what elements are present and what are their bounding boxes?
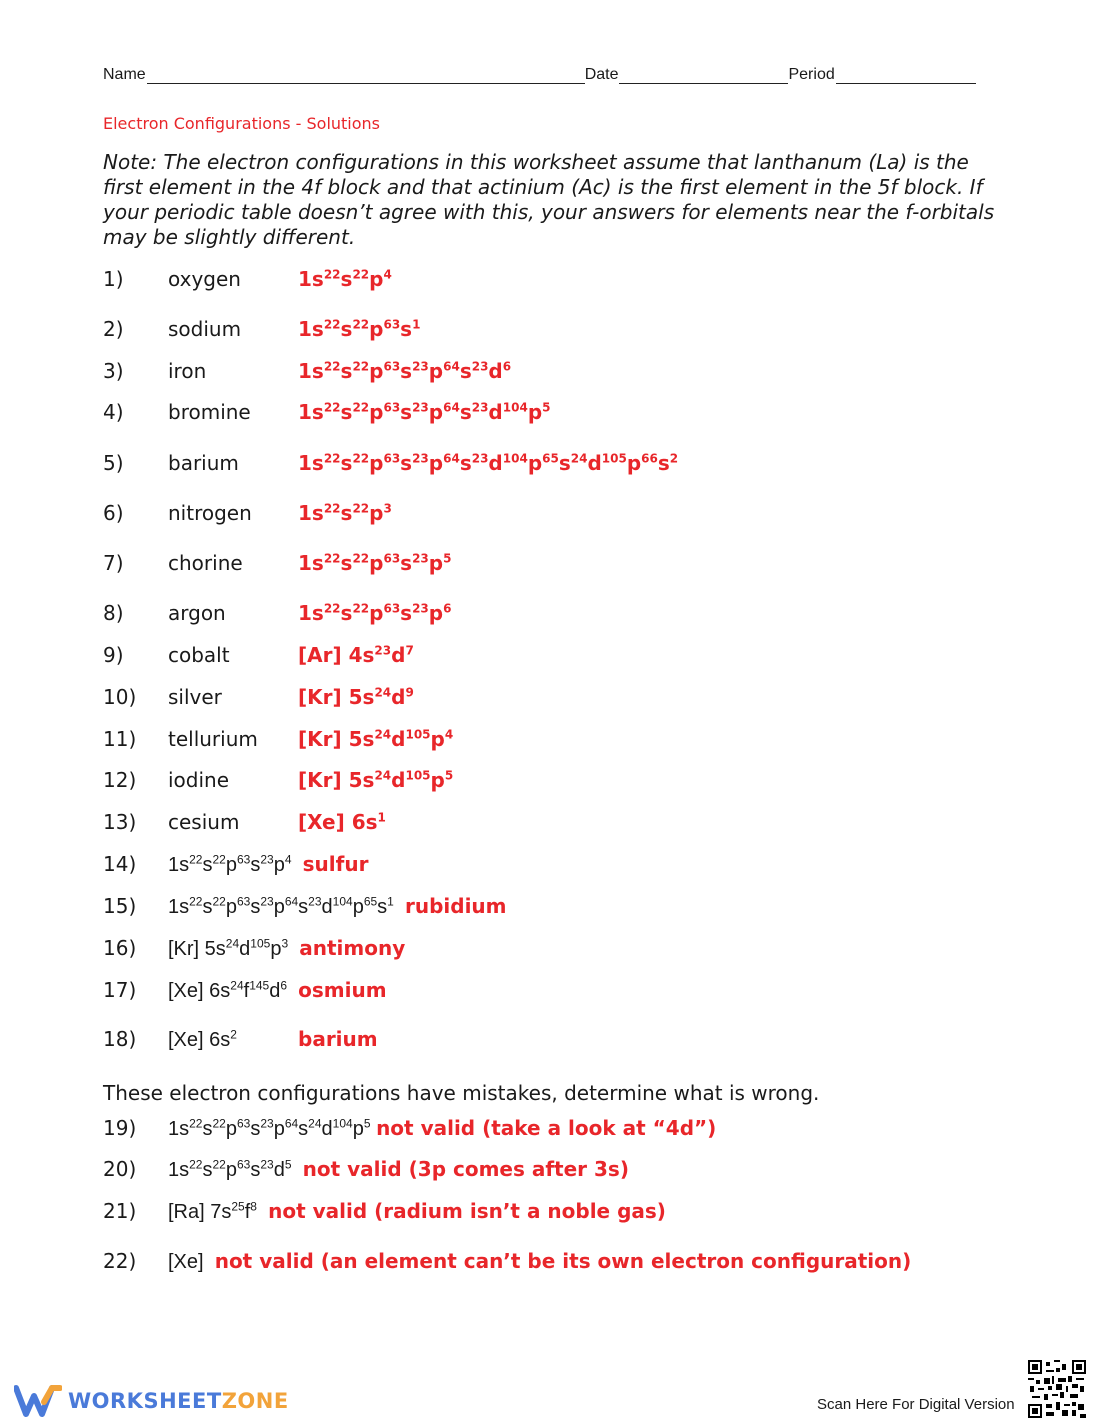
logo-text: WORKSHEETZONE [68,1389,289,1413]
mistakes-heading: These electron configurations have mistakes, determine what is wrong. [103,1081,820,1105]
item-number: 20) [103,1157,137,1181]
answer-explanation: not valid (3p comes after 3s) [302,1157,629,1181]
element-name: tellurium [168,727,258,751]
answer-config: $1s^{22}s^{22}p^{63}s^{23}p^{64}s^{23}d^{104}p^{65}s^{24}d^{105}p^{66}s^2$ [298,451,679,475]
item-number: 10) [103,685,137,709]
answer-explanation: not valid (an element can’t be its own electron configuration) [214,1249,912,1273]
answer-config: [Xe] $6s^1$ [298,810,386,834]
element-name: iron [168,359,207,383]
item-number: 5) [103,451,124,475]
item-number: 4) [103,400,124,424]
answer-element: sulfur [302,852,369,876]
item-number: 2) [103,317,124,341]
item-number: 21) [103,1199,137,1223]
element-name: oxygen [168,267,241,291]
note-paragraph: Note: The electron configurations in this worksheet assume that lanthanum (La) is the first element in the 4f block and that actinium (Ac) is the first element in the 5f block. If your periodic table doesn’t agree with this, your answers for elements near the f-orbitals may be slightly different. [103,150,995,249]
element-name: argon [168,601,226,625]
answer-config: $1s^{22}s^{22}p^3$ [298,501,392,525]
item-number: 16) [103,936,137,960]
answer-element: barium [298,1027,378,1051]
header-fields [103,66,993,84]
given-config: [Xe] $6s^{24}f^{145}d^6$ [168,978,288,1002]
answer-config: $1s^{22}s^{22}p^4$ [298,267,392,291]
element-name: nitrogen [168,501,252,525]
element-name: silver [168,685,222,709]
given-config: $1s^{22}s^{22}p^{63}s^{23}d^5$ [168,1157,292,1181]
answer-config: $1s^{22}s^{22}p^{63}s^{23}p^6$ [298,601,452,625]
answer-element: rubidium [404,894,507,918]
period-label: Period [788,66,835,83]
item-number: 7) [103,551,124,575]
element-name: barium [168,451,239,475]
element-name: iodine [168,768,230,792]
item-number: 1) [103,267,124,291]
item-number: 22) [103,1249,137,1273]
answer-explanation: not valid (radium isn’t a noble gas) [268,1199,666,1223]
element-name: cobalt [168,643,230,667]
answer-config: $1s^{22}s^{22}p^{63}s^1$ [298,317,421,341]
answer-element: osmium [298,978,387,1002]
item-number: 17) [103,978,137,1002]
page-title: Electron Configurations - Solutions [103,114,381,133]
answer-element: antimony [299,936,406,960]
element-name: cesium [168,810,240,834]
item-number: 19) [103,1116,137,1140]
given-config: [Xe] [168,1251,204,1273]
answer-config: [Kr] $5s^{24}d^{105}p^5$ [298,768,454,792]
item-number: 3) [103,359,124,383]
given-config: $1s^{22}s^{22}p^{63}s^{23}p^{64}s^{23}d^{104}p^{65}s^1$ [168,894,394,918]
answer-explanation: not valid (take a look at “4d”) [376,1116,717,1140]
item-number: 12) [103,768,137,792]
name-line[interactable] [147,67,585,84]
name-label: Name [103,66,146,83]
scan-text: Scan Here For Digital Version [817,1396,1015,1413]
answer-config: $1s^{22}s^{22}p^{63}s^{23}p^5$ [298,551,452,575]
item-number: 9) [103,643,124,667]
item-number: 18) [103,1027,137,1051]
given-config: $1s^{22}s^{22}p^{63}s^{23}p^4$ [168,852,292,876]
given-config: [Kr] $5s^{24}d^{105}p^3$ [168,936,289,960]
given-config: $1s^{22}s^{22}p^{63}s^{23}p^{64}s^{24}d^{104}p^5$ [168,1116,371,1140]
given-config: [Ra] $7s^{25}f^8$ [168,1199,257,1223]
answer-config: $1s^{22}s^{22}p^{63}s^{23}p^{64}s^{23}d^{104}p^5$ [298,400,551,424]
item-number: 15) [103,894,137,918]
item-number: 6) [103,501,124,525]
w-logo-icon [14,1384,62,1418]
item-number: 13) [103,810,137,834]
element-name: chorine [168,551,243,575]
element-name: sodium [168,317,242,341]
answer-config: [Ar] $4s^{23}d^7$ [298,643,414,667]
qr-code-icon[interactable] [1028,1360,1086,1418]
answer-config: $1s^{22}s^{22}p^{63}s^{23}p^{64}s^{23}d^6$ [298,359,512,383]
item-number: 14) [103,852,137,876]
answer-config: [Kr] $5s^{24}d^{105}p^4$ [298,727,454,751]
element-name: bromine [168,400,251,424]
date-line[interactable] [619,67,788,84]
answer-config: [Kr] $5s^{24}d^9$ [298,685,414,709]
period-line[interactable] [836,67,976,84]
date-label: Date [584,66,619,83]
item-number: 8) [103,601,124,625]
item-number: 11) [103,727,137,751]
given-config: [Xe] $6s^2$ [168,1027,237,1051]
worksheetzone-logo[interactable] [14,1384,289,1418]
